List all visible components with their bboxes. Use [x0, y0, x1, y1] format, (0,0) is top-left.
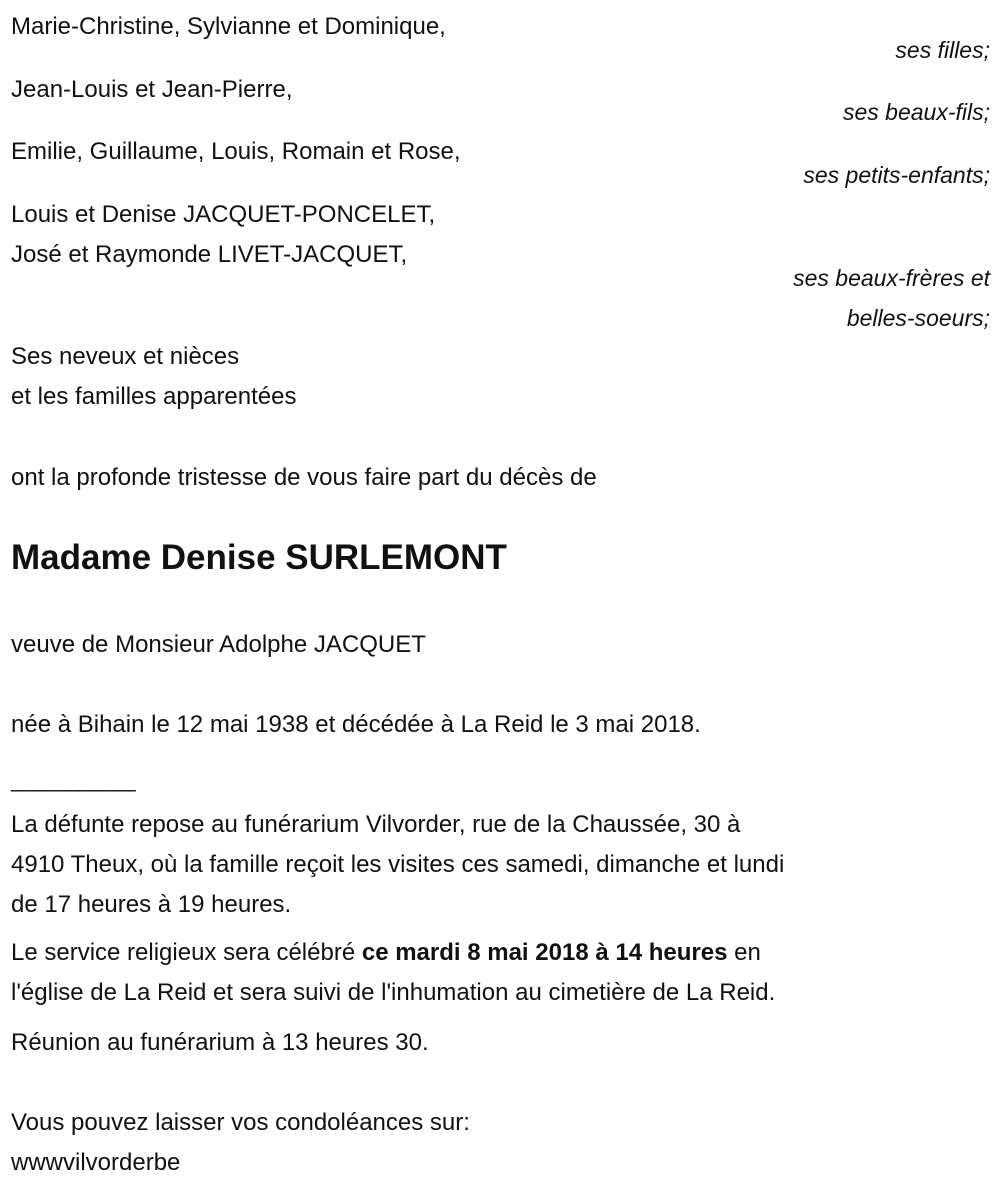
family-relation-4b: belles-soeurs;	[846, 305, 990, 331]
service-line-2: l'église de La Reid et sera suivi de l'inhumation au cimetière de La Reid.	[11, 979, 776, 1006]
birth-death: née à Bihain le 12 mai 1938 et décédée à La Reid le 3 mai 2018.	[11, 711, 701, 738]
separator: ___________	[11, 767, 135, 792]
family-relation-1: ses filles;	[895, 37, 990, 63]
family-names-1: Marie-Christine, Sylvianne et Dominique,	[11, 13, 446, 40]
condolences-website[interactable]: wwwvilvorderbe	[11, 1149, 181, 1176]
funeral-home-1: La défunte repose au funérarium Vilvorder, rue de la Chaussée, 30 à	[11, 811, 741, 838]
service-prefix: Le service religieux sera célébré	[11, 939, 362, 966]
condolences-label: Vous pouvez laisser vos condoléances sur:	[11, 1109, 470, 1136]
funeral-home-2: 4910 Theux, où la famille reçoit les visites ces samedi, dimanche et lundi	[11, 851, 785, 878]
service-line-1	[11, 937, 761, 969]
others-2: et les familles apparentées	[11, 383, 297, 410]
others-1: Ses neveux et nièces	[11, 343, 240, 370]
family-relation-4a: ses beaux-frères et	[793, 265, 990, 291]
funeral-home-3: de 17 heures à 19 heures.	[11, 891, 292, 918]
meeting: Réunion au funérarium à 13 heures 30.	[11, 1029, 429, 1056]
service-date: ce mardi 8 mai 2018 à 14 heures	[361, 939, 728, 966]
widow-of: veuve de Monsieur Adolphe JACQUET	[11, 631, 426, 658]
family-names-4a: Louis et Denise JACQUET-PONCELET,	[11, 201, 436, 228]
family-relation-2: ses beaux-fils;	[842, 99, 990, 125]
family-names-3: Emilie, Guillaume, Louis, Romain et Rose,	[11, 138, 461, 165]
announcement: ont la profonde tristesse de vous faire part du décès de	[11, 464, 597, 491]
family-relation-3: ses petits-enfants;	[803, 162, 990, 188]
family-names-2: Jean-Louis et Jean-Pierre,	[11, 76, 293, 103]
deceased-name: Madame Denise SURLEMONT	[11, 538, 507, 577]
service-suffix: en	[727, 939, 761, 966]
family-names-4b: José et Raymonde LIVET-JACQUET,	[11, 241, 408, 268]
